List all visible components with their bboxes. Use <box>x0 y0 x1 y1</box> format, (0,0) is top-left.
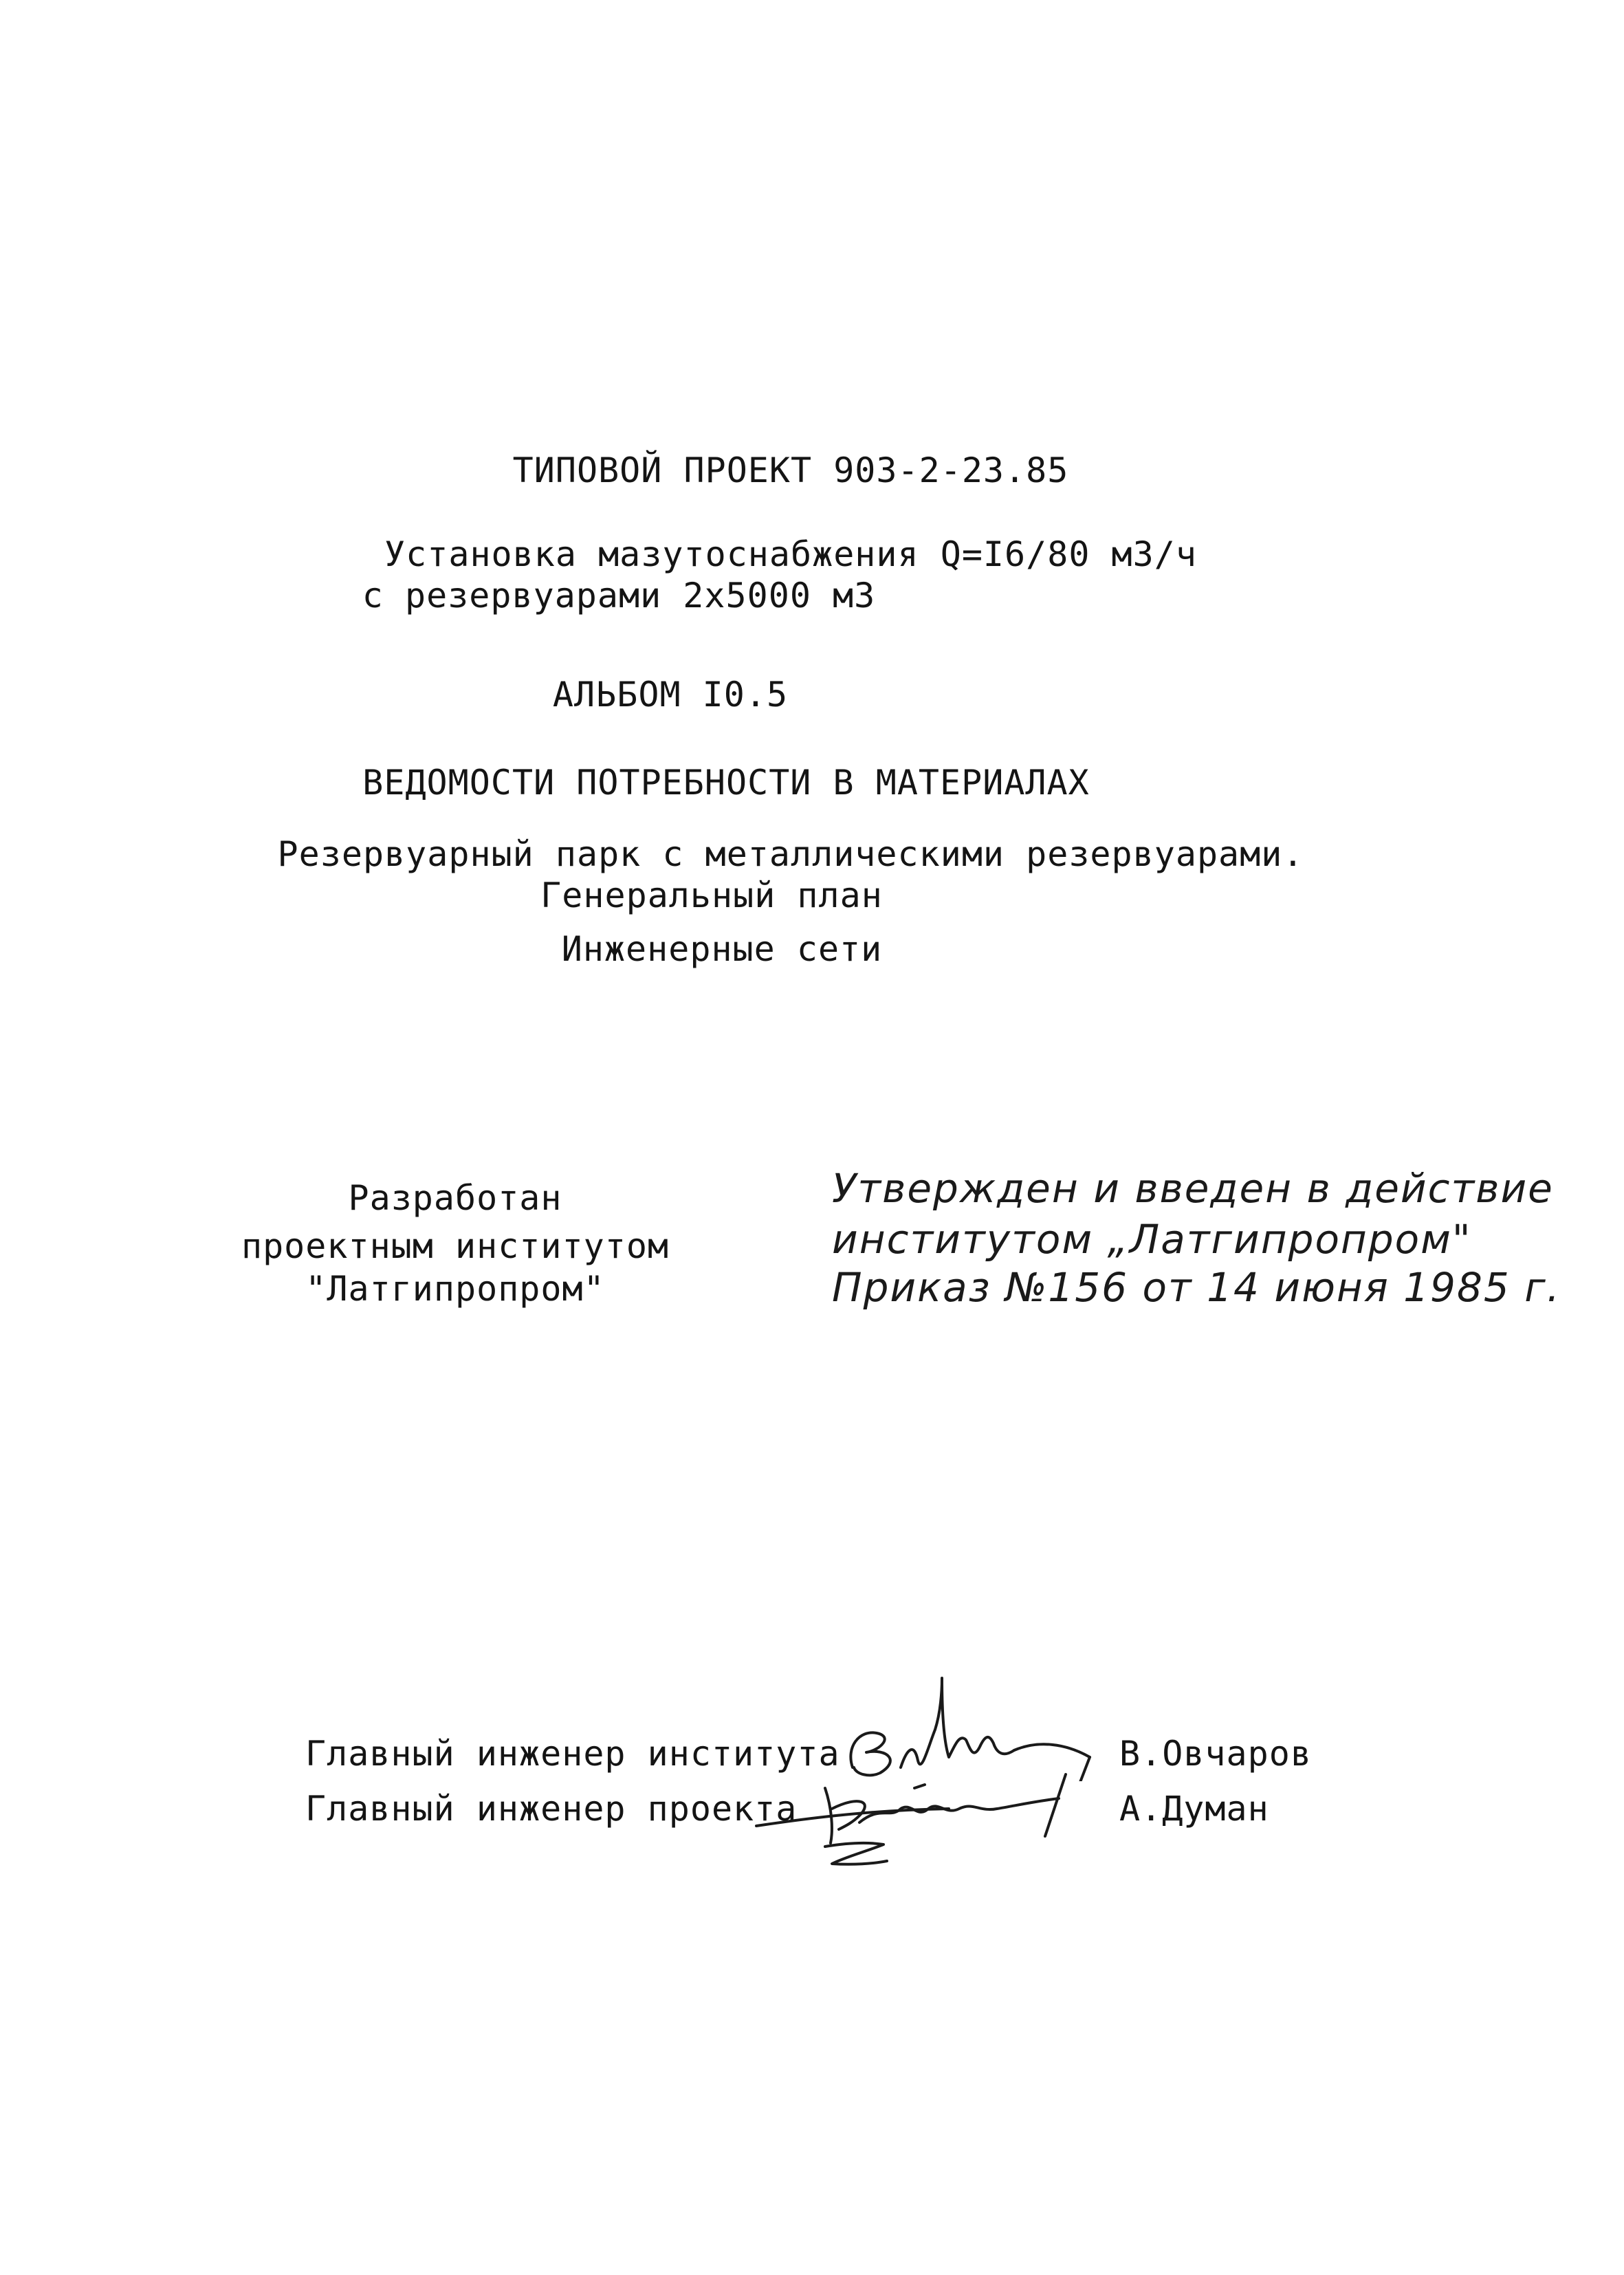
album-number: АЛЬБОМ I0.5 <box>552 675 789 715</box>
signature-mark-2 <box>743 1761 1128 1877</box>
subtitle-line-1: Установка мазутоснабжения Q=I6/80 м3/ч <box>384 534 1197 574</box>
project-code: ТИПОВОЙ ПРОЕКТ 903-2-23.85 <box>512 450 1069 490</box>
approval-line-3: Приказ №156 от 14 июня 1985 г. <box>832 1264 1561 1311</box>
developer-line-2: проектным институтом <box>241 1226 670 1266</box>
approval-line-1: Утвержден и введен в действие <box>832 1165 1554 1212</box>
signature-role-1: Главный инженер института <box>305 1734 840 1774</box>
signature-name-2: А.Думан <box>1119 1789 1269 1829</box>
subtitle-line-2: с резервуарами 2х5000 м3 <box>362 576 876 616</box>
approval-line-2: институтом „Латгипропром" <box>832 1216 1472 1263</box>
content-line-1: Резервуарный парк с металлическими резервуарами. <box>277 834 1304 874</box>
document-heading: ВЕДОМОСТИ ПОТРЕБНОСТИ В МАТЕРИАЛАХ <box>362 763 1090 803</box>
developer-line-1: Разработан <box>348 1178 562 1218</box>
content-line-2: Генеральный план <box>540 875 883 915</box>
signature-name-1: В.Овчаров <box>1119 1734 1312 1774</box>
content-line-3: Инженерные сети <box>561 929 883 969</box>
developer-line-3: "Латгипропром" <box>305 1269 605 1309</box>
signature-role-2: Главный инженер проекта <box>305 1789 798 1829</box>
